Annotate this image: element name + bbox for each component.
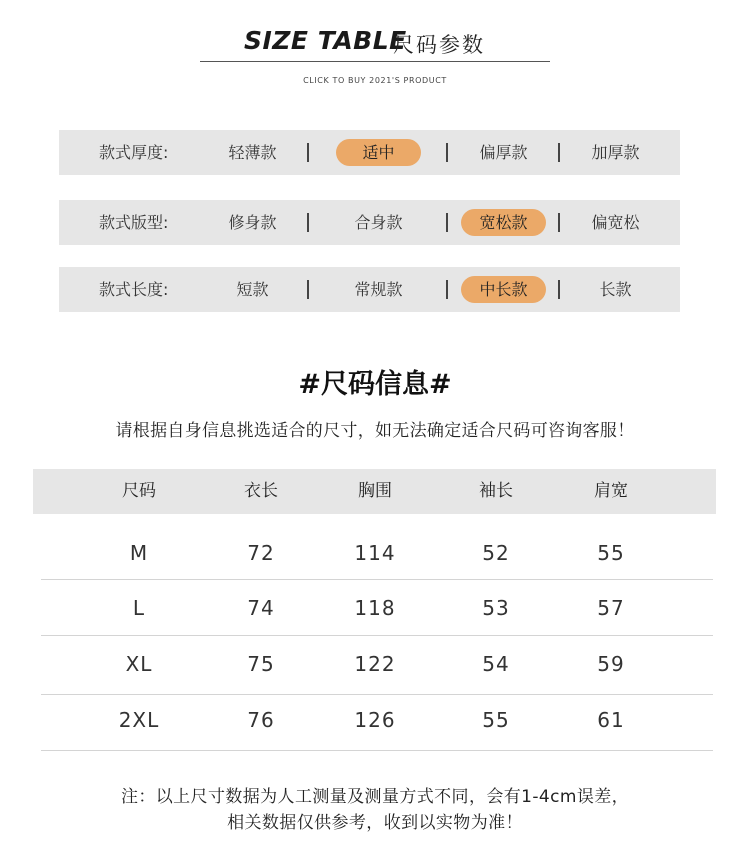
option-separator: [446, 280, 448, 299]
measurement-note-line2: 相关数据仅供参考，收到以实物为准！: [227, 813, 523, 833]
option-separator: [558, 280, 560, 299]
option-separator: [558, 213, 560, 232]
option-separator: [307, 213, 309, 232]
style-row-label: 款式长度:: [99, 280, 169, 299]
size-section-title: #尺码信息#: [298, 369, 452, 400]
table-row: [0, 692, 750, 748]
table-cell: 74: [247, 596, 275, 620]
table-cell: 2XL: [118, 708, 160, 732]
style-option-selected: 适中: [336, 139, 421, 166]
option-separator: [446, 213, 448, 232]
column-header: 衣长: [244, 481, 278, 501]
table-row: [0, 580, 750, 636]
table-cell: 61: [597, 708, 625, 732]
style-row-label: 款式版型:: [99, 213, 169, 232]
column-header: 尺码: [122, 481, 156, 501]
style-option-selected: 宽松款: [461, 209, 546, 236]
table-cell: XL: [125, 652, 153, 676]
table-cell: 126: [354, 708, 396, 732]
style-option: 短款: [236, 280, 269, 299]
title-chinese: 尺码参数: [393, 33, 485, 57]
style-option: 合身款: [354, 213, 403, 232]
style-option: 偏厚款: [479, 143, 528, 162]
column-header: 袖长: [479, 481, 513, 501]
style-option: 加厚款: [591, 143, 640, 162]
style-option: 修身款: [228, 213, 277, 232]
size-section-description: 请根据自身信息挑选适合的尺寸，如无法确定适合尺码可咨询客服！: [115, 421, 635, 441]
measurement-note-line1: 注：以上尺寸数据为人工测量及测量方式不同，会有1-4cm误差，: [120, 787, 630, 807]
style-row-fit: [59, 200, 680, 245]
option-separator: [307, 143, 309, 162]
style-option: 长款: [599, 280, 632, 299]
table-cell: 118: [354, 596, 396, 620]
style-row-length: [59, 267, 680, 312]
table-cell: 59: [597, 652, 625, 676]
column-header: 胸围: [358, 481, 392, 501]
table-row: [0, 636, 750, 692]
style-option-selected: 中长款: [461, 276, 546, 303]
table-cell: 122: [354, 652, 396, 676]
column-header: 肩宽: [594, 481, 628, 501]
style-option: 偏宽松: [591, 213, 640, 232]
table-cell: M: [129, 541, 149, 565]
table-cell: 75: [247, 652, 275, 676]
style-row-thickness: [59, 130, 680, 175]
option-separator: [446, 143, 448, 162]
table-row: [0, 525, 750, 581]
size-table-header: [33, 469, 716, 514]
table-cell: 55: [597, 541, 625, 565]
style-row-label: 款式厚度:: [99, 143, 169, 162]
title-english: SIZE TABLE: [244, 26, 407, 55]
table-cell: 72: [247, 541, 275, 565]
table-cell: 114: [354, 541, 396, 565]
style-option: 轻薄款: [228, 143, 277, 162]
table-cell: 52: [482, 541, 510, 565]
table-cell: L: [132, 596, 146, 620]
table-cell: 54: [482, 652, 510, 676]
style-option: 常规款: [354, 280, 403, 299]
table-cell: 53: [482, 596, 510, 620]
header: [0, 0, 750, 100]
row-divider: [41, 750, 713, 751]
option-separator: [558, 143, 560, 162]
table-cell: 55: [482, 708, 510, 732]
header-subtitle: CLICK TO BUY 2021'S PRODUCT: [303, 76, 447, 85]
header-divider: [200, 61, 550, 62]
table-cell: 76: [247, 708, 275, 732]
table-cell: 57: [597, 596, 625, 620]
option-separator: [307, 280, 309, 299]
